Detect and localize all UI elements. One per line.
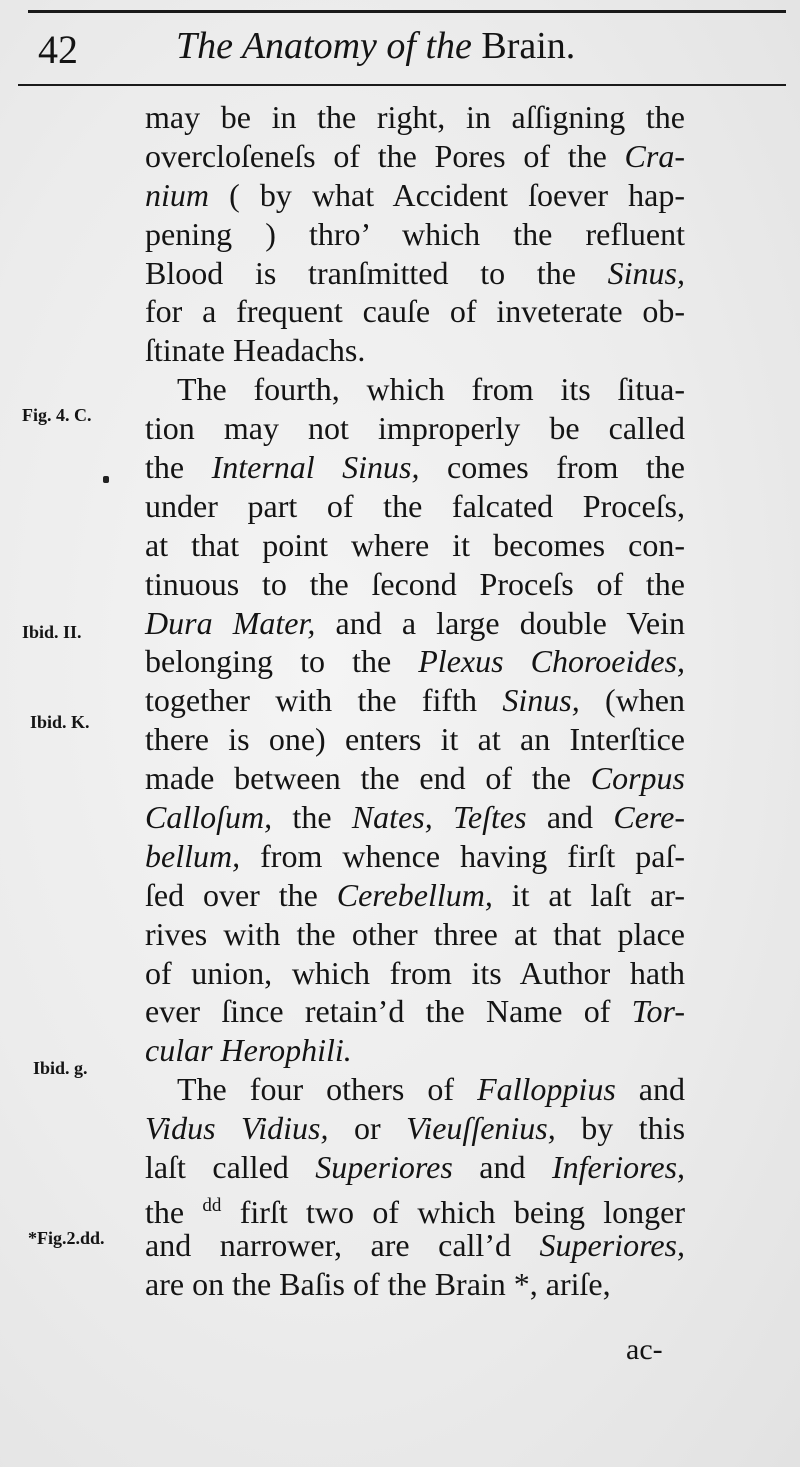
text-line [145,409,685,448]
text-segment: laſt called [145,1149,316,1186]
text-segment: Calloſum, [145,799,273,836]
text-line [145,98,685,137]
margin-note-ibid-k: Ibid. K. [30,712,90,732]
text-segment: the [272,799,352,836]
text-line [145,292,685,331]
text-line [145,720,685,759]
text-segment: from whence having firſt paſ- [240,837,685,874]
margin-note-fig2dd: *Fig.2.dd. [28,1228,105,1248]
text-segment: belonging to the [145,643,419,680]
text-line [145,1148,685,1187]
text-segment: and narrower, are call’d [145,1226,540,1263]
text-segment: bellum, [145,837,241,874]
text-line [145,254,685,293]
text-segment: Falloppius [477,1071,616,1108]
text-line [145,448,685,487]
text-segment: Internal Sinus, [211,449,420,486]
text-segment: Vieuſſenius, [406,1110,556,1147]
margin-note-ibid-ii: Ibid. II. [22,622,82,642]
text-segment: the [145,449,212,486]
text-segment: ſtinate Headachs. [145,332,366,369]
text-segment: Vidus Vidius, [145,1110,329,1147]
text-line [145,1226,685,1265]
text-segment: by this [555,1110,686,1147]
text-segment: at that point where it becomes con- [145,526,685,563]
margin-note-fig4c: Fig. 4. C. [22,405,92,425]
text-segment: and a large double Vein [315,604,686,641]
text-segment: firſt two of which being longer [221,1193,686,1230]
text-line [145,604,685,643]
text-segment: comes from the [419,449,685,486]
body-text [145,98,685,1304]
text-segment: Cra- [624,137,685,174]
footnote-marker: dd [202,1194,222,1216]
text-line [145,876,685,915]
text-segment: tinuous to the ſecond Proceſs of the [145,565,685,602]
text-segment: the [145,1193,203,1230]
text-segment: and [526,799,614,836]
text-segment: there is one) enters it at an Interſtice [145,721,685,758]
running-head-italic: The Anatomy of the [176,25,472,67]
text-segment: Dura Mater, [145,604,316,641]
text-segment: made between the end of the [145,760,591,797]
text-segment: Superiores, [539,1226,685,1263]
text-line [145,915,685,954]
text-segment: Plexus Choroeides, [418,643,685,680]
text-segment: under part of the falcated Proceſs, [145,487,685,524]
text-line [145,992,685,1031]
running-head-roman: Brain. [481,25,576,67]
text-segment: Tor- [631,993,685,1030]
text-line [145,370,685,409]
text-line [145,215,685,254]
text-line [145,1187,686,1230]
text-segment: The four others of [177,1071,478,1108]
text-segment: for a frequent cauſe of inveterate ob- [145,293,685,330]
text-segment: pening ) thro’ which the refluent [145,215,685,252]
margin-mark [103,476,109,483]
text-segment: Sinus, [502,682,580,719]
text-line [145,137,685,176]
catchword: ac- [626,1333,663,1366]
text-segment: may be in the right, in aſſigning the [145,99,685,135]
page-number: 42 [38,27,78,72]
text-segment: Nates, Teſtes [351,799,527,836]
text-segment: Inferiores, [552,1149,686,1186]
text-segment: Corpus [590,760,685,797]
text-segment: Cerebellum, [336,876,493,913]
text-segment: or [328,1110,407,1147]
text-segment: tion may not improperly be called [145,410,685,447]
text-line [145,837,685,876]
text-segment: together with the fifth [145,682,503,719]
text-line [145,954,685,993]
text-line [145,331,685,370]
text-line [145,1031,685,1070]
text-segment: it at laſt ar- [492,876,686,913]
text-segment: are on the Baſis of the Brain *, ariſe, [145,1265,611,1302]
text-line [145,642,685,681]
text-line [145,526,685,565]
text-segment: Superiores [315,1149,453,1186]
text-segment: nium [145,176,209,213]
text-line [145,1265,685,1304]
text-segment: Blood is tranſmitted to the [145,254,608,291]
text-line [145,176,685,215]
running-head [176,24,575,68]
text-line [145,565,685,604]
text-segment: (when [579,682,686,719]
margin-note-ibid-g: Ibid. g. [33,1058,88,1078]
text-segment: cular Herophili. [145,1032,352,1069]
text-segment: rives with the other three at that place [145,915,685,952]
text-line [145,798,685,837]
text-segment: Cere- [613,799,686,836]
text-line [145,759,685,798]
text-segment: ever ſince retain’d the Name of [145,993,632,1030]
header-rule [18,84,786,86]
text-line [145,1070,685,1109]
text-segment: of union, which from its Author hath [145,954,685,991]
text-segment: The fourth, which from its ſitua- [177,371,685,408]
text-segment: ( by what Accident ſoever hap- [209,176,685,213]
text-segment: and [452,1149,552,1186]
text-line [145,1109,685,1148]
text-segment: Sinus, [607,254,685,291]
top-rule [28,10,786,13]
text-line [145,487,685,526]
text-segment: ſed over the [145,876,337,913]
text-segment: overcloſeneſs of the Pores of the [145,137,625,174]
text-line [145,681,685,720]
text-segment: and [615,1071,686,1108]
